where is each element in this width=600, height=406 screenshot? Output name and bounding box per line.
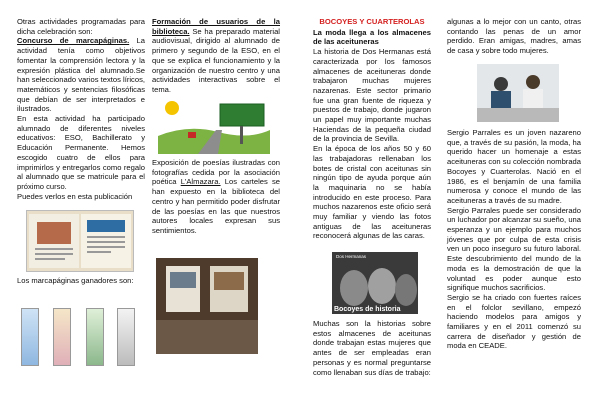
poetry-exhibit-wrap [152, 158, 280, 236]
student-2-body [523, 89, 543, 109]
text-line [35, 248, 73, 250]
photo-label: Dos Hermanas [336, 254, 367, 259]
text-line [87, 251, 111, 253]
sign-pole [240, 126, 243, 144]
sergio-fighter-paragraph: Sergio Parrales puede ser considerado un luchador por alcanzar su sueño, una esperanza y un ejemplo para muchos jóvenes que por culpa de esta crisis ven un poco inseguro su futuro laboral. Este descubrimiento del mundo de la moda es la demostración de que la voluntad es poder aunque esto signifique muchos sacrificios. [447, 205, 581, 293]
bookmark-2 [53, 308, 71, 366]
barrel-1 [340, 270, 368, 306]
road-sign-illustration [158, 96, 270, 154]
fifties-paragraph: En la época de los años 50 y 60 las trabajadoras rellenaban los botes de cristal con aceitunas sin ningún tipo de ayuda porque aún la maquinaria no se había introducido en este proceso. Para muchos nazarenos este oficio será muy familiar y viendo las fotos antiguas de las aceituneras reconocerá algunas de las caras. [313, 144, 431, 241]
song-paragraph: algunas a lo mejor con un canto, otras contando las penas de un amor perdido. Eran amigas, madres, amas de casa y sobre todo mujeres. [447, 17, 581, 56]
student-1-body [491, 91, 511, 109]
poster-1-photo [170, 272, 196, 288]
barrel-2 [368, 268, 396, 304]
table-surface [156, 320, 258, 354]
text-line [87, 246, 125, 248]
library-training-paragraph [152, 17, 280, 95]
library-training-text: Se ha preparado material audiovisual, dirigido al alumnado de primero y segundo de la ESO, en el que se explica el funcionamiento y la organización de nuestro centro y una actividades interactivas sobre el tema. [152, 26, 280, 94]
bookmark-contest-title: Concurso de marcapáginas. [17, 36, 130, 46]
almazara-link[interactable]: L'Almazara. [180, 177, 221, 187]
text-line [87, 241, 125, 243]
sergio-roots-paragraph: Sergio se ha criado con fuertes raíces en el folclor sevillano, empezó haciendo modelos para amigos y familiares y en el 2011 comenzó su carrera de diseñador y gestión de moda en CEADE. [447, 292, 581, 351]
poetry-exhibit-paragraph [152, 158, 280, 236]
right-column-2 [447, 17, 581, 56]
exhibit-photo [156, 258, 258, 354]
photo-caption: Bocoyes de historia [334, 306, 401, 313]
sergio-intro-paragraph: Sergio Parrales es un joven nazareno que, a través de su pasión, la moda, ha querido hacer un homenaje a estas aceituneras con su colección nombrada Bocoyes y Cuarterolas. Nació en el 1986, es el benjamín de una familia numerosa y conoce el mundo de las aceituneras a través de su madre. [447, 128, 581, 205]
intro-paragraph: Otras actividades programadas para dicha celebración son: [17, 17, 145, 36]
road-sign [220, 104, 264, 126]
right-column-1 [313, 17, 431, 241]
magazine-right-page [81, 214, 131, 268]
car-shape [188, 132, 196, 138]
student-2-head [526, 75, 540, 89]
history-paragraph: La historia de Dos Hermanas está caracterizada por los famosos almacenes de aceituneras donde trabajaron muchas mujeres nazarenas. Este sector primario fue una gran fuente de riqueza y puestos de trabajo, donde jugaron un papel muy importante muchas Haciendas de la pequeña ciudad de la provincia de Sevilla. [313, 47, 431, 144]
participation-paragraph: En esta actividad ha participado alumnado de diferentes niveles educativos: ESO, Bachillerato y Educación Permanente. Hemos escogido cuatro de ellos para imprimirlos y entregarlos como regalo al alumnado que se matricule para el próximo curso. [17, 114, 145, 191]
text-line [35, 258, 65, 260]
stories-paragraph: Muchas son la historias sobre estos almacenes de aceitunas donde trabajan estas mujeres que antes de ser empleadas eran personas y es normal preguntarse como llenaban sus días de trabajo: [313, 319, 431, 377]
magazine-banner [87, 220, 125, 232]
winners-caption-wrap [17, 276, 145, 286]
poetry-exhibit-text-a: Exposición de poesías ilustradas con fotografías cedida por la asociación poética [152, 158, 280, 187]
winners-caption: Los marcapáginas ganadores son: [17, 276, 134, 285]
student-1-head [494, 77, 508, 91]
article-subtitle: La moda llega a los almacenes de las aceituneras [313, 27, 431, 47]
poetry-exhibit-text-b: Los carteles se han expuesto en la biblioteca del centro y han permitido poder disfrutar de las poesías en las que nuestros autores locales expresan sus sentimientos. [152, 177, 280, 235]
article-title: BOCOYES Y CUARTEROLAS [319, 17, 425, 26]
magazine-image [26, 210, 134, 272]
sergio-wrap [447, 128, 581, 351]
magazine-picture [37, 222, 71, 244]
bocoyes-photo [332, 252, 418, 314]
see-publication-text: Puedes verlos en esta publicación [17, 191, 133, 201]
stories-wrap [313, 319, 431, 377]
bookmark-contest-text: La actividad tenía como objetivos fomentar la comprensión lectora y la expresión plástica del alumnado.Se han seleccionado varios textos líricos, matemáticos y sentencias filosóficas que debían de ser interpretados e ilustrados. [17, 36, 145, 114]
students-photo [477, 64, 559, 122]
text-line [87, 236, 125, 238]
left-column-2 [152, 17, 280, 95]
library-training-title: Formación de usuarios de la biblioteca. [152, 17, 280, 36]
sun-icon [165, 101, 179, 115]
left-column-1 [17, 17, 145, 201]
poster-2-photo [214, 272, 244, 290]
bookmark-4 [117, 308, 135, 366]
magazine-left-page [29, 214, 79, 268]
desk-surface [477, 108, 559, 122]
barrel-3 [395, 274, 417, 306]
bookmark-3 [86, 308, 104, 366]
bookmark-contest-paragraph [17, 36, 145, 114]
text-line [35, 253, 73, 255]
bookmark-1 [21, 308, 39, 366]
